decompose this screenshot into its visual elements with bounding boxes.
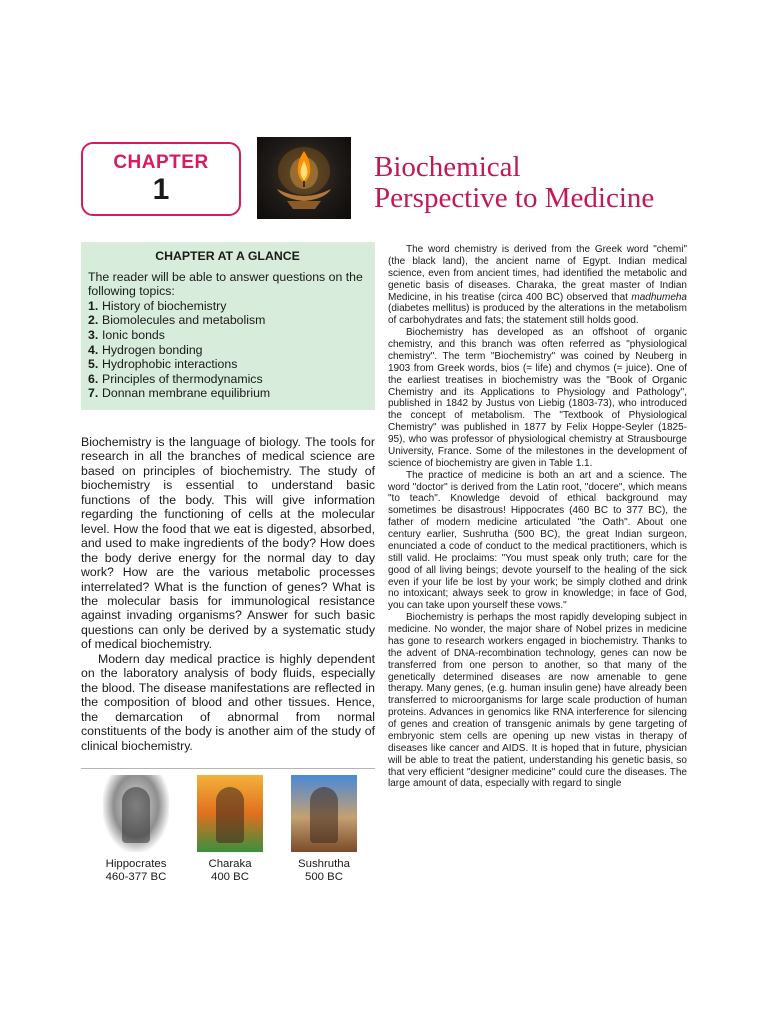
list-item [88, 328, 367, 343]
section-divider [81, 768, 375, 769]
topic-text: History of biochemistry [102, 298, 227, 313]
topic-number: 1. [88, 298, 99, 313]
chapter-at-a-glance-box [81, 242, 375, 410]
hippocrates-portrait-image [103, 775, 169, 852]
topic-number: 4. [88, 342, 99, 357]
list-item [88, 357, 367, 372]
topic-number: 2. [88, 313, 99, 328]
body-paragraph-2: Biochemistry has developed as an offshoot of organic chemistry, and this branch was often referred as "physiological chemistry". The term "Biochemistry" was coined by Neuberg in 1903 from Greek words, bios (= life) and chymos (= juice). One of the earliest treatises in biochemistry was the "Book of Organic Chemistry and its Applications to Physiology and Pathology", published in 1842 by Justus von Liebig (1803-73), who introduced the concept of metabolism. The "Textbook of Physiological Chemistry" was published in 1877 by Felix Hoppe-Seyler (1825-95), who was professor of physiological chemistry at Strausbourge University, France. Some of the milestones in the development of science of biochemistry are given in Table 1.1. [388, 327, 687, 469]
portrait-name: Hippocrates [105, 858, 167, 870]
portrait-caption [284, 858, 364, 884]
glance-topic-list [88, 299, 367, 401]
glance-intro: The reader will be able to answer questions on the following topics: [88, 269, 363, 299]
portrait-name: Sushrutha [298, 858, 350, 870]
portrait-gallery [96, 775, 368, 885]
portrait-sushrutha [284, 775, 364, 884]
portrait-hippocrates [96, 775, 176, 884]
topic-text: Principles of thermodynamics [102, 371, 263, 386]
topic-number: 5. [88, 357, 99, 372]
topic-text: Biomolecules and metabolism [102, 313, 266, 328]
glance-heading: CHAPTER AT A GLANCE [155, 249, 300, 263]
topic-number: 6. [88, 371, 99, 386]
topic-number: 7. [88, 386, 99, 401]
intro-paragraph-2: Modern day medical practice is highly dependent on the laboratory analysis of body fluids, especially the blood. The disease manifestations are reflected in the composition of blood and other tissues. Hence, the demarcation of abnormal from normal constituents of the body is another aim of the study of clinical biochemistry. [81, 651, 375, 753]
intro-paragraph-1: Biochemistry is the language of biology. The tools for research in all the branches of medical science are based on principles of biochemistry. The study of biochemistry is essential to understand basic functions of the body. This will give information regarding the functioning of cells at the molecular level. How the food that we eat is digested, absorbed, and used to make ingredients of the body? How does the body derive energy for the normal day to day work? How are the various metabolic processes interrelated? What is the function of genes? What is the molecular basis for immunological resistance against invading organisms? Answer for such basic questions can only be derived by a systematic study of medical biochemistry. [81, 435, 375, 652]
portrait-caption [190, 858, 270, 884]
portrait-years: 460-377 BC [105, 870, 167, 883]
chapter-title-line1: Biochemical [374, 151, 521, 183]
list-item [88, 372, 367, 387]
portrait-years: 500 BC [305, 870, 343, 883]
portrait-caption [96, 858, 176, 884]
list-item [88, 386, 367, 401]
charaka-portrait-image [197, 775, 263, 852]
topic-text: Ionic bonds [102, 327, 165, 342]
portrait-charaka [190, 775, 270, 884]
list-item [88, 313, 367, 328]
chapter-word: CHAPTER [113, 152, 209, 173]
chapter-title-line2: Perspective to Medicine [374, 182, 655, 214]
intro-text-column [81, 435, 375, 753]
sushrutha-portrait-image [291, 775, 357, 852]
paragraph-1-start: The word chemistry is derived from the Greek word "chemi" (the black land), the ancient name of Egypt. Indian medical science, even from ancient times, had identified the metabolic and genetic basis of diseases. Charaka, the great master of Indian Medicine, in his treatise (circa 400 BC) observed that [388, 244, 687, 303]
body-paragraph-4: Biochemistry is perhaps the most rapidly developing subject in medicine. No wonder, the major share of Nobel prizes in medicine has gone to research workers engaged in biochemistry. Thanks to the advent of DNA-recombination technology, genes can now be transferred from one person to another, so that many of the genetically determined diseases are now amenable to gene therapy. Many genes, (e.g. human insulin gene) have already been transferred to microorganisms for large scale production of human proteins. Advances in genomics like RNA interference for silencing of genes and creation of transgenic animals by gene targeting of embryonic stem cells are opening up new vistas in therapy of diseases like cancer and AIDS. It is hoped that in future, physician will be able to treat the patient, understanding his genetic basis, so that very efficient "designer medicine" could cure the diseases. The large amount of data, especially with regard to single [388, 612, 687, 790]
body-paragraph-1 [388, 244, 687, 327]
oil-lamp-icon [257, 137, 351, 219]
chapter-number: 1 [152, 173, 170, 206]
topic-text: Hydrophobic interactions [102, 357, 238, 372]
madhumeha-term: madhumeha [631, 291, 687, 303]
topic-text: Donnan membrane equilibrium [102, 386, 271, 401]
list-item [88, 299, 367, 314]
topic-number: 3. [88, 327, 99, 342]
portrait-years: 400 BC [211, 870, 249, 883]
portrait-name: Charaka [208, 858, 252, 870]
main-text-column [388, 244, 687, 790]
chapter-title [374, 152, 694, 214]
paragraph-1-end: (diabetes mellitus) is produced by the alterations in the metabolism of carbohydrates and fats; the statement still holds good. [388, 303, 687, 327]
topic-text: Hydrogen bonding [102, 342, 203, 357]
list-item [88, 343, 367, 358]
body-paragraph-3: The practice of medicine is both an art and a science. The word "doctor" is derived from the Latin root, "docere", which means "to teach". Knowledge devoid of ethical background may sometimes be disastrous! Hippocrates (460 BC to 377 BC), the father of modern medicine articulated "the Oath". About one century earlier, Sushrutha (500 BC), the great Indian surgeon, enunciated a code of conduct to the medical practitioners, which is still valid. He proclaims: "You must speak only truth; care for the good of all living beings; devote yourself to the healing of the sick even if your life be lost by your work; be simply clothed and drink no intoxicant; always seek to grow in knowledge; in face of God, you can take upon yourself these vows." [388, 469, 687, 612]
chapter-label [81, 142, 241, 216]
